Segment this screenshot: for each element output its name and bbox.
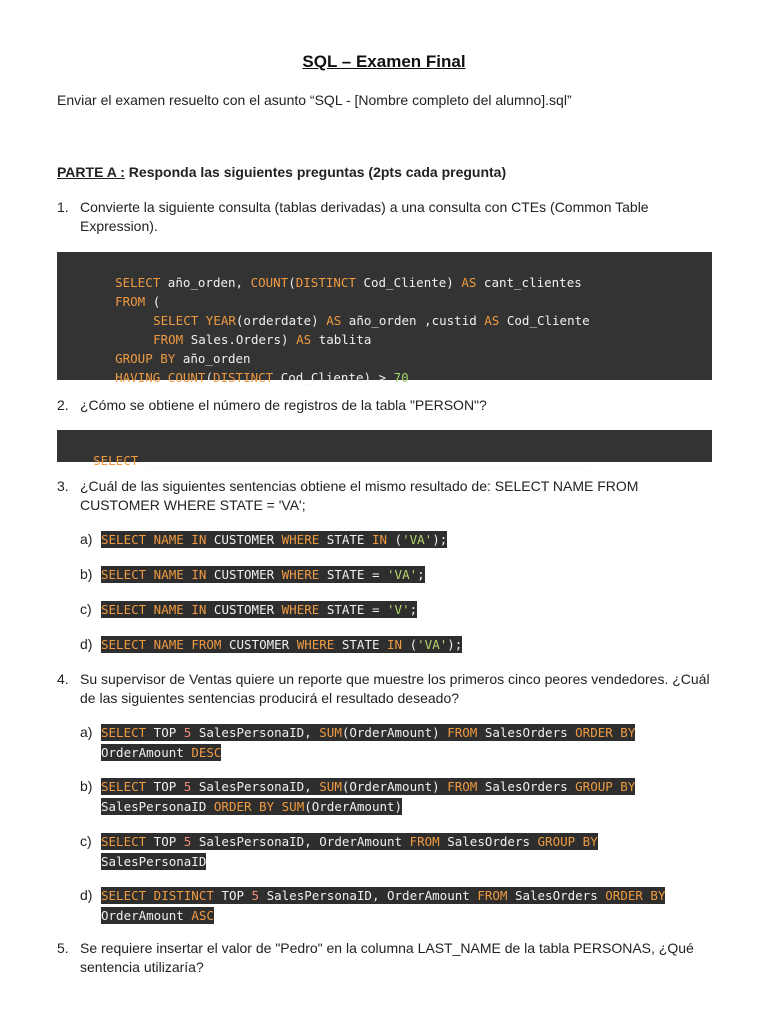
q3-option-d[interactable]: SELECT NAME FROM CUSTOMER WHERE STATE IN ('VA'); [101, 637, 463, 652]
question-3-text: ¿Cuál de las siguientes sentencias obtiene el mismo resultado de: SELECT NAME FROM CUSTOMER WHERE STATE = 'VA'; [80, 478, 639, 513]
q4-option-a[interactable]: SELECT TOP 5 SalesPersonaID, SUM(OrderAmount) FROM SalesOrders ORDER BY OrderAmount DESC [101, 725, 636, 760]
question-3-number: 3. [57, 478, 69, 494]
question-2-number: 2. [57, 397, 69, 413]
code-line-1: SELECT año_orden, COUNT(DISTINCT Cod_Cliente) AS cant_clientes [115, 275, 582, 290]
q4-option-b[interactable]: SELECT TOP 5 SalesPersonaID, SUM(OrderAmount) FROM SalesOrders GROUP BY SalesPersonaID ORDER BY SUM(OrderAmount) [101, 779, 636, 814]
q4-option-c-label: c) [80, 833, 92, 849]
q3-option-b[interactable]: SELECT NAME IN CUSTOMER WHERE STATE = 'VA'; [101, 567, 425, 582]
intro-text: Enviar el examen resuelto con el asunto “SQL - [Nombre completo del alumno].sql” [57, 92, 572, 108]
code-line-6: HAVING COUNT(DISTINCT Cod_Cliente) > 70 [115, 370, 409, 385]
code-block-q2 [57, 430, 712, 468]
question-4-number: 4. [57, 671, 69, 687]
question-4-text: Su supervisor de Ventas quiere un reporte que muestre los primeros cinco peores vendedores. ¿Cuál de las siguientes sentencias producirá el resultado deseado? [80, 671, 710, 706]
q4-option-c[interactable]: SELECT TOP 5 SalesPersonaID, OrderAmount FROM SalesOrders GROUP BY SalesPersonaID [101, 834, 598, 869]
q3-option-a[interactable]: SELECT NAME IN CUSTOMER WHERE STATE IN ('VA'); [101, 532, 448, 547]
question-5-text: Se requiere insertar el valor de "Pedro" en la columna LAST_NAME de la tabla PERSONAS, ¿Qué sentencia utilizaría? [80, 940, 694, 975]
q3-option-d-label: d) [80, 636, 93, 652]
document-title: SQL – Examen Final [302, 52, 466, 71]
part-a-label: PARTE A : [57, 164, 125, 180]
code-line-2: FROM ( [115, 294, 161, 309]
question-1-number: 1. [57, 199, 69, 215]
code-line-4: FROM Sales.Orders) AS tablita [153, 332, 372, 347]
question-2-text: ¿Cómo se obtiene el número de registros de la tabla "PERSON"? [80, 397, 487, 413]
question-5-number: 5. [57, 940, 69, 956]
question-1-text: Convierte la siguiente consulta (tablas derivadas) a una consulta con CTEs (Common Table Expression). [80, 199, 649, 234]
q3-option-a-label: a) [80, 531, 93, 547]
q3-option-b-label: b) [80, 566, 93, 582]
q4-option-b-label: b) [80, 778, 93, 794]
code-line-3: SELECT YEAR(orderdate) AS año_orden ,custid AS Cod_Cliente [153, 313, 590, 328]
q3-option-c-label: c) [80, 601, 92, 617]
code-line-5: GROUP BY año_orden [115, 351, 251, 366]
q4-option-d-label: d) [80, 887, 93, 903]
code-block-q1 [57, 252, 712, 385]
q4-option-d[interactable]: SELECT DISTINCT TOP 5 SalesPersonaID, OrderAmount FROM SalesOrders ORDER BY OrderAmount ASC [101, 888, 666, 923]
part-a-heading [57, 164, 506, 180]
q3-option-c[interactable]: SELECT NAME IN CUSTOMER WHERE STATE = 'V'; [101, 602, 418, 617]
code-line-select-count: SELECT ___________________________________________________________ [93, 453, 590, 468]
q4-option-a-label: a) [80, 724, 93, 740]
part-a-text: Responda las siguientes preguntas (2pts cada pregunta) [124, 164, 507, 180]
